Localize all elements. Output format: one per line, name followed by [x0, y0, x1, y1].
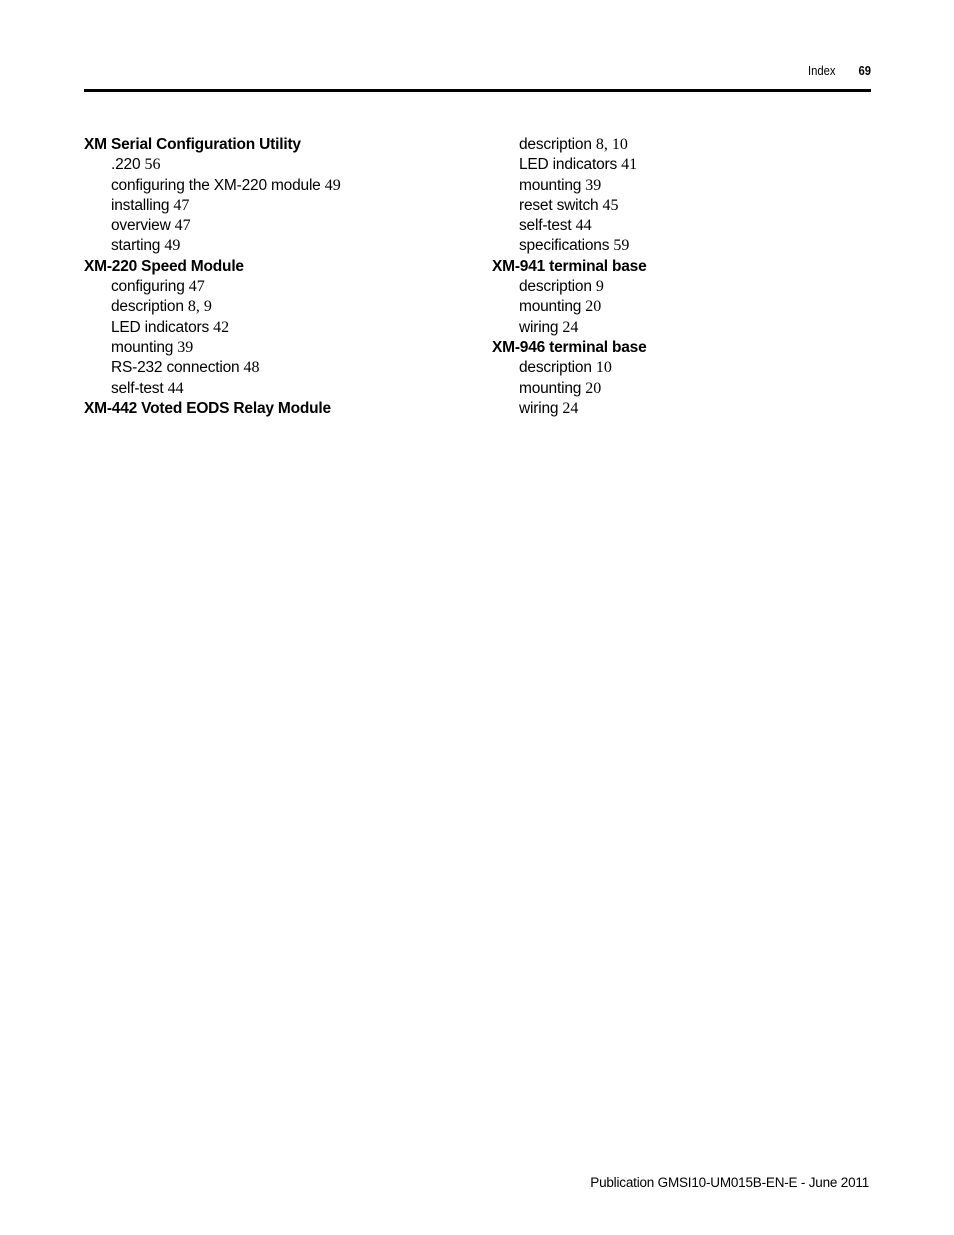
entry-label: description: [111, 298, 184, 316]
page-reference: 39: [177, 338, 194, 356]
header-rule: [84, 89, 871, 92]
entry-label: description: [519, 278, 592, 296]
index-column-left: [84, 135, 484, 419]
index-subentry: [84, 196, 484, 216]
index-heading: [492, 338, 892, 358]
entry-label: overview: [111, 217, 171, 235]
page-reference: 47: [188, 278, 205, 296]
index-subentry: [84, 379, 484, 399]
entry-label: XM-220 Speed Module: [84, 257, 244, 275]
page-reference: 49: [164, 237, 181, 255]
entry-label: wiring: [519, 399, 559, 417]
index-heading: [492, 257, 892, 277]
entry-label: specifications: [519, 237, 610, 255]
page-number: 69: [858, 64, 871, 78]
entry-label: XM-442 Voted EODS Relay Module: [84, 399, 331, 417]
page-reference: 44: [575, 217, 592, 235]
index-subentry: [492, 155, 892, 175]
entry-label: XM-946 terminal base: [492, 338, 647, 356]
entry-label: description: [519, 136, 592, 153]
page-reference: 10: [595, 359, 612, 377]
entry-label: self-test: [111, 379, 164, 397]
index-subentry: [84, 358, 484, 378]
index-heading: [84, 135, 484, 155]
index-subentry: [492, 236, 892, 256]
entry-label: self-test: [519, 217, 572, 235]
index-subentry: [492, 297, 892, 317]
index-heading: [84, 399, 484, 419]
entry-label: XM Serial Configuration Utility: [84, 136, 301, 153]
page-reference: 24: [562, 399, 579, 417]
index-subentry: [492, 318, 892, 338]
entry-label: .220: [111, 156, 141, 174]
index-subentry: [84, 318, 484, 338]
index-subentry: [84, 216, 484, 236]
entry-label: LED indicators: [111, 318, 209, 336]
index-subentry: [492, 216, 892, 236]
index-subentry: [492, 358, 892, 378]
section-title: Index: [808, 64, 836, 78]
page-reference: 42: [213, 318, 230, 336]
index-subentry: [492, 196, 892, 216]
entry-label: reset switch: [519, 196, 599, 214]
index-heading: [84, 257, 484, 277]
entry-label: installing: [111, 196, 170, 214]
index-subentry: [84, 277, 484, 297]
entry-label: configuring the XM-220 module: [111, 176, 321, 194]
entry-label: RS-232 connection: [111, 359, 240, 377]
page-header: [163, 64, 871, 84]
page-reference: 41: [621, 156, 638, 174]
page-reference: 48: [243, 359, 260, 377]
page-reference: 45: [602, 196, 619, 214]
page-reference: 8, 10: [595, 136, 628, 153]
entry-label: starting: [111, 237, 161, 255]
index-column-right: [492, 135, 892, 419]
entry-label: LED indicators: [519, 156, 617, 174]
index-subentry: [492, 176, 892, 196]
page-reference: 8, 9: [187, 298, 212, 316]
entry-label: XM-941 terminal base: [492, 257, 647, 275]
entry-label: mounting: [111, 338, 174, 356]
index-subentry: [492, 379, 892, 399]
index-subentry: [84, 176, 484, 196]
index-subentry: [84, 155, 484, 175]
page-reference: 47: [174, 217, 191, 235]
entry-label: configuring: [111, 278, 185, 296]
index-subentry: [84, 236, 484, 256]
index-subentry: [84, 297, 484, 317]
page-reference: 47: [173, 196, 190, 214]
publication-footer: Publication GMSI10-UM015B-EN-E - June 2011: [590, 1175, 869, 1190]
page-reference: 20: [585, 379, 602, 397]
page-reference: 59: [613, 237, 630, 255]
index-subentry: [492, 277, 892, 297]
index-subentry: [492, 399, 892, 419]
index-subentry: [84, 338, 484, 358]
entry-label: description: [519, 359, 592, 377]
page-reference: 56: [144, 156, 161, 174]
index-subentry: [492, 135, 892, 155]
page-reference: 20: [585, 298, 602, 316]
page-reference: 44: [167, 379, 184, 397]
entry-label: mounting: [519, 176, 582, 194]
entry-label: mounting: [519, 379, 582, 397]
entry-label: mounting: [519, 298, 582, 316]
entry-label: wiring: [519, 318, 559, 336]
page-reference: 39: [585, 176, 602, 194]
page-reference: 24: [562, 318, 579, 336]
page-reference: 49: [324, 176, 341, 194]
page-reference: 9: [595, 278, 604, 296]
